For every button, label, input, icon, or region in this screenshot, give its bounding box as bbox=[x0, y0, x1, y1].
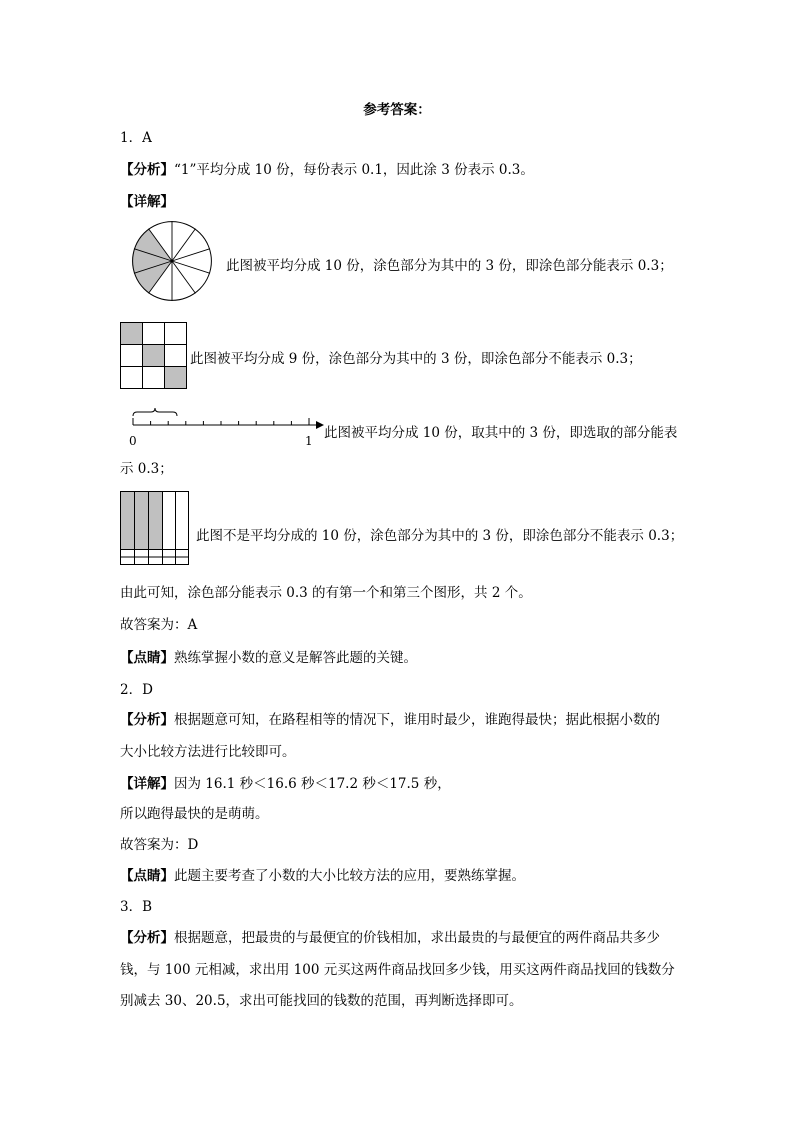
q3-number: 3．B bbox=[120, 899, 153, 915]
page-title: 参考答案： bbox=[363, 102, 431, 118]
comment-label: 【点睛】 bbox=[120, 650, 174, 666]
fig3-text-cont: 示 0.3； bbox=[120, 461, 173, 477]
number-line-figure bbox=[124, 408, 324, 434]
number-line-label-0: 0 bbox=[129, 434, 137, 448]
q1-analysis bbox=[120, 158, 534, 178]
q2-comment bbox=[120, 864, 525, 884]
fig3-text: 此图被平均分成 10 份，取其中的 3 份，即选取的部分能表 bbox=[324, 425, 678, 441]
circle-figure bbox=[132, 221, 212, 301]
comment-label: 【点睛】 bbox=[120, 868, 174, 884]
q1-conclusion: 由此可知，涂色部分能表示 0.3 的有第一个和第三个图形，共 2 个。 bbox=[120, 585, 532, 601]
comment-text: 熟练掌握小数的意义是解答此题的关键。 bbox=[174, 650, 417, 666]
grid-figure bbox=[120, 322, 188, 389]
analysis-text: 根据题意，把最贵的与最便宜的价钱相加，求出最贵的与最便宜的两件商品共多少 bbox=[174, 930, 660, 946]
fig2-text: 此图被平均分成 9 份，涂色部分为其中的 3 份，即涂色部分不能表示 0.3； bbox=[190, 351, 642, 367]
q1-answer: 故答案为：A bbox=[120, 617, 198, 633]
analysis-text: “1”平均分成 10 份，每份表示 0.1，因此涂 3 份表示 0.3。 bbox=[174, 162, 534, 178]
q2-detail bbox=[120, 772, 451, 792]
detail-text: 因为 16.1 秒＜16.6 秒＜17.2 秒＜17.5 秒， bbox=[174, 776, 451, 792]
q2-detail-line2: 所以跑得最快的是萌萌。 bbox=[120, 806, 269, 822]
fig1-text: 此图被平均分成 10 份，涂色部分为其中的 3 份，即涂色部分能表示 0.3； bbox=[226, 258, 673, 274]
q2-number: 2．D bbox=[120, 682, 153, 698]
number-line-label-1: 1 bbox=[305, 434, 313, 448]
q3-analysis bbox=[120, 926, 660, 946]
q2-analysis bbox=[120, 708, 660, 728]
comment-text: 此题主要考查了小数的大小比较方法的应用，要熟练掌握。 bbox=[174, 868, 525, 884]
q2-answer: 故答案为：D bbox=[120, 837, 199, 853]
q3-analysis-line2: 钱，与 100 元相减，求出用 100 元买这两件商品找回多少钱，用买这两件商品找回的钱数分 bbox=[120, 962, 675, 978]
q1-number: 1．A bbox=[120, 130, 152, 146]
detail-label: 【详解】 bbox=[120, 776, 174, 792]
strip-figure bbox=[120, 491, 190, 565]
q1-detail-label: 【详解】 bbox=[120, 194, 174, 210]
analysis-label: 【分析】 bbox=[120, 162, 174, 178]
analysis-label: 【分析】 bbox=[120, 712, 174, 728]
analysis-text: 根据题意可知，在路程相等的情况下，谁用时最少，谁跑得最快；据此根据小数的 bbox=[174, 712, 660, 728]
fig4-text: 此图不是平均分成的 10 份，涂色部分为其中的 3 份，即涂色部分不能表示 0.3； bbox=[196, 528, 684, 544]
q3-analysis-line3: 别减去 30、20.5，求出可能找回的钱数的范围，再判断选择即可。 bbox=[120, 993, 523, 1009]
q1-comment bbox=[120, 646, 417, 666]
q2-analysis-line2: 大小比较方法进行比较即可。 bbox=[120, 744, 296, 760]
analysis-label: 【分析】 bbox=[120, 930, 174, 946]
